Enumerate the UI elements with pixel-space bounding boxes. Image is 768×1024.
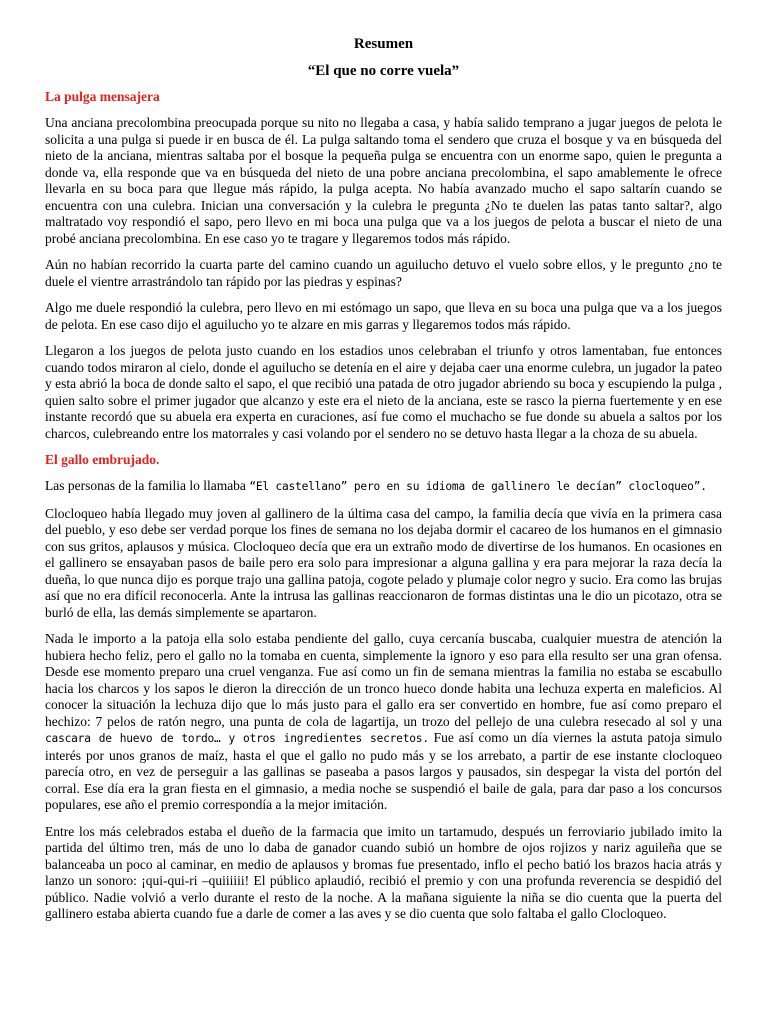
paragraph-long (45, 631, 722, 814)
intro-text: Las personas de la familia lo llamaba (45, 478, 250, 493)
paragraph: Llegaron a los juegos de pelota justo cuando en los estadios unos celebraban el triunfo y otros lamentaban, fue entonces cuando todos miraron al cielo, donde el aguilucho se detenía en el aire y dejaba caer una enorme culebra, un jugador la pateo y esta abrió la boca de donde salto el sapo, el que recibió una patada de otro jugador abriendo su boca y escupiendo la pulga , quien salto sobre el primer jugador que alcanzo y este era el nieto de la anciana, este se rasco la pierna fuertemente y en ese instante recordó que su abuela era experta en curaciones, así fue como el muchacho se fue donde su abuela a saltos por los charcos, culebreando entre los matorrales y casi volando por el sendero no se detuvo hasta llegar a la choza de su abuela. (45, 343, 722, 441)
paragraph-text: Nada le importo a la patoja ella solo estaba pendiente del gallo, cuya cercanía buscaba, cualquier muestra de atención la hubiera hecho feliz, pero el gallo no la tomaba en cuenta, simplemente la ignoro y eso para ella resulto ser una gran ofensa. Desde ese momento preparo una cruel venganza. Fue así como un fin de semana mientras la familia no estaba se escabullo hacia los charcos y los sapos le dieron la dirección de un tronco hueco donde habita una lechuza experta en maleficios. Al conocer la situación la lechuza dijo que lo más justo para el gallo era ser convertido en hombre, fue así como preparo el hechizo: 7 pelos de ratón negro, una punta de cola de lagartija, un trozo del pellejo de una culebra resecado al sol y una (45, 631, 722, 729)
document-page (45, 34, 722, 933)
document-subtitle: “El que no corre vuela” (307, 63, 460, 79)
paragraph-text-mono: cascara de huevo de tordo… y otros ingredientes secretos. (45, 732, 429, 745)
paragraph-text: Fue así como un día viernes la astuta patoja simulo interés por unos granos de maíz, hasta el que el gallo no pudo más y se los arrebato, a partir de ese instante clocloqueo parecía otro, en vez de perseguir a las gallinas se paseaba a pasos largos y pausados, sin despegar la vista del portón del corral. Ese día era la gran fiesta en el gimnasio, a media noche se suspendió el baile de gala, para dar paso a los concursos populares, ese año el premio correspondía a la mejor imitación. (45, 730, 722, 812)
paragraph: Algo me duele respondió la culebra, pero llevo en mi estómago un sapo, que lleva en su boca una pulga que va a los juegos de pelota. En ese caso dijo el aguilucho yo te alzare en mis garras y llegaremos todos más rápido. (45, 300, 722, 332)
section-heading-pulga: La pulga mensajera (45, 89, 160, 104)
paragraph: Una anciana precolombina preocupada porque su nito no llegaba a casa, y había salido temprano a jugar juegos de pelota le solicita a una pulga si puede ir en busca de él. La pulga saltando toma el sendero que cruza el bosque y va en búsqueda del nieto de la anciana, mientras saltaba por el bosque la pequeña pulga se encuentra con un enorme sapo, quien le pregunta a donde va, ella responde que va en búsqueda del nieto de una pobre anciana precolombina, el sapo amablemente le ofrece llevarla en su boca para que llegue más rápido, la pulga acepta. No había avanzado mucho el sapo saltarín cuando se encuentra con una culebra. Inician una conversación y la culebra le pregunta ¿No te duelen las patas tanto saltar?, algo maltratado voy respondió el sapo, pero llevo en mi boca una pulga que va a los juegos de pelota a buscar el nieto de una probé anciana precolombina. En ese caso yo te tragare y llegaremos todos más rápido. (45, 115, 722, 246)
section-heading-gallo: El gallo embrujado. (45, 452, 160, 467)
paragraph: Aún no habían recorrido la cuarta parte del camino cuando un aguilucho detuvo el vuelo sobre ellos, y le pregunto ¿no te duele el vientre arrastrándolo tan rápido por las piedras y espinas? (45, 257, 722, 289)
paragraph: Entre los más celebrados estaba el dueño de la farmacia que imito un tartamudo, después un ferroviario jubilado imito la partida del último tren, más de uno lo daba de ganador cuando subió un hombre de ojos rojizos y nariz aguileña que se balanceaba un poco al caminar, en medio de aplausos y bromas fue presentado, inflo el pecho batió los brazos hacia atrás y lanzo un sonoro: ¡qui-qui-ri –quiiiiii! El público aplaudió, recibió el premio y con una profunda reverencia se despidió del público. Nadie volvió a verlo durante el resto de la noche. A la mañana siguiente la niña se dio cuenta que la puerta del gallinero estaba abierta cuando fue a darle de comer a las aves y se dio cuenta que solo faltaba el gallo Clocloqueo. (45, 823, 722, 921)
intro-text-mono: “El castellano” pero en su idioma de gallinero le decían” clocloqueo”. (249, 480, 707, 493)
document-title: Resumen (353, 36, 414, 52)
paragraph: Clocloqueo había llegado muy joven al gallinero de la última casa del campo, la familia decía que vivía en la primera casa del pueblo, y eso debe ser verdad porque los fines de semana no los dejaba dormir el cacareo de los humanos en el gimnasio con sus gritos, aplausos y música. Clocloqueo decía que era un extraño modo de divertirse de los humanos. En ocasiones en el gallinero se ensayaban pasos de baile pero era solo para impresionar a alguna gallina y era para mejorar la raza decía la dueña, lo que nunca dijo es porque trajo una gallina patoja, cogote pelado y plumaje color negro y sucio. Era como las brujas así que no era difícil reconocerla. Ante la intrusa las gallinas reaccionaron de formas distintas una le dio un picotazo, otra se burló de ella, las demás simplemente se apartaron. (45, 505, 722, 620)
paragraph-intro (45, 478, 722, 496)
